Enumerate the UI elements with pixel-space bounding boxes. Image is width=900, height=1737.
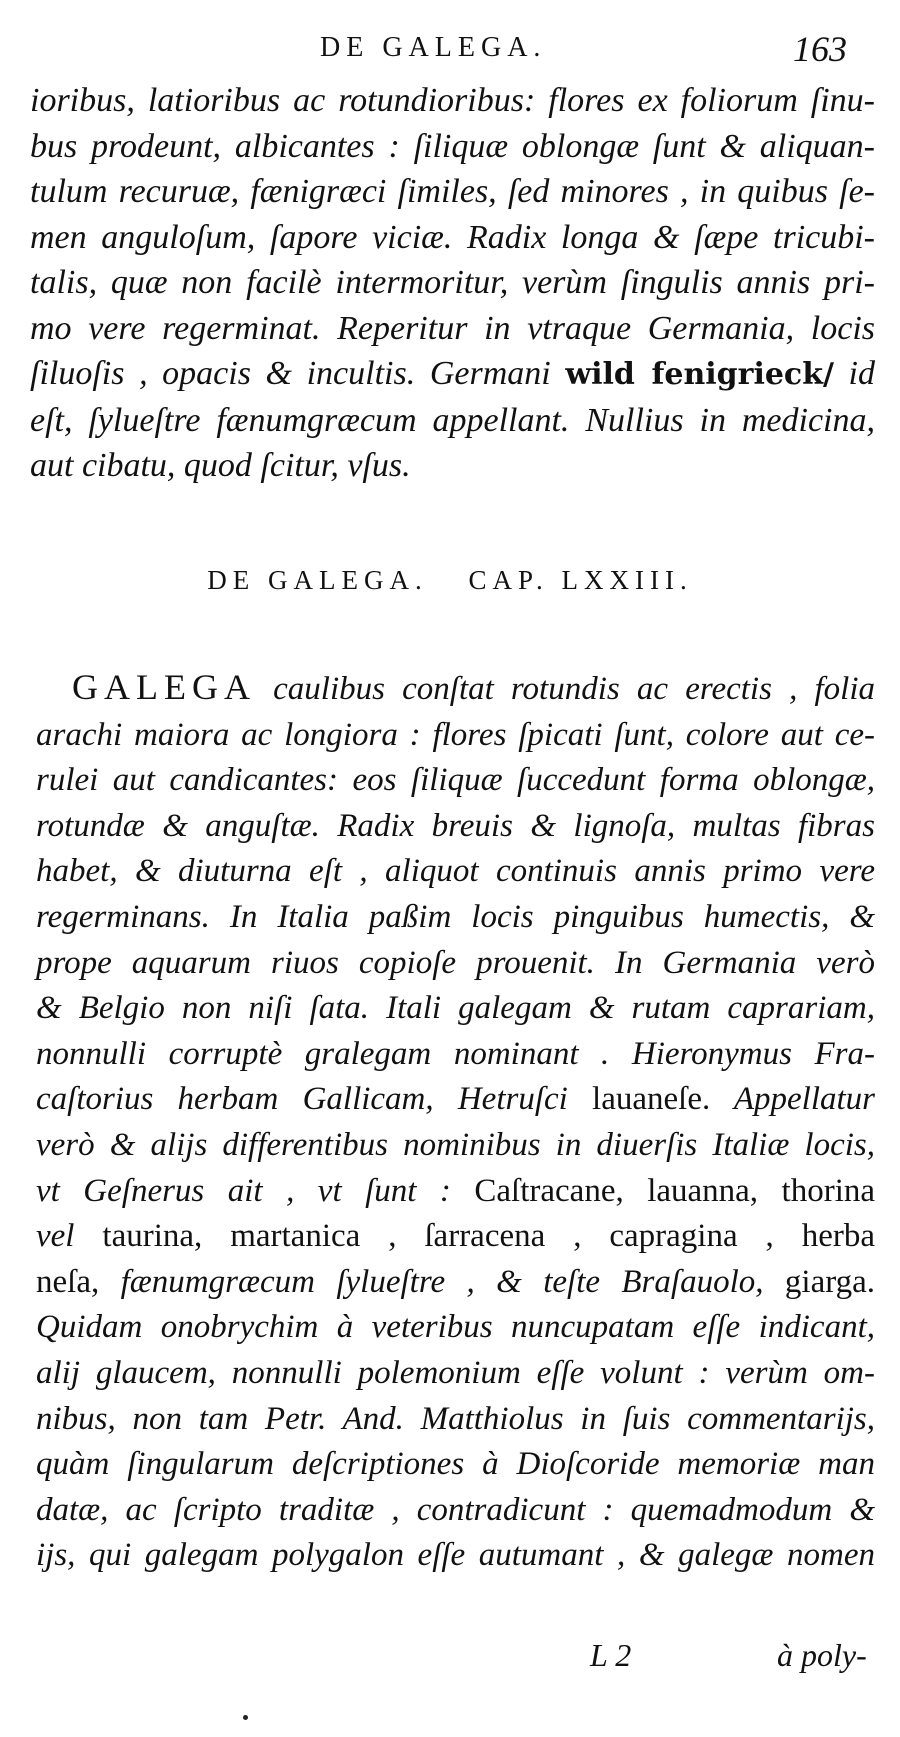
text-line: talis, quæ non facilè intermoritur, verùm ſingulis annis pri-	[30, 264, 875, 301]
text-line-german	[30, 351, 875, 398]
running-head	[0, 28, 900, 68]
text-line	[36, 1214, 875, 1260]
text-line: men anguloſum, ſapore viciæ. Radix longa & ſæpe tricubi-	[30, 218, 875, 256]
text-line: tulum recuruæ, fænigræci ſimiles, ſed minores , in quibus ſe-	[30, 173, 875, 210]
text-segment-roman: Caſtracane, lauanna, thorina	[474, 1172, 876, 1209]
section-1-text	[30, 78, 875, 489]
text-line: nibus, non tam Petr. And. Matthiolus in ſuis commentarijs,	[36, 1400, 875, 1437]
text-line: quàm ſingularum deſcriptiones à Dioſcoride memoriæ man	[36, 1446, 875, 1483]
text-segment-roman: giarga.	[784, 1263, 876, 1300]
text-line: prope aquarum riuos copioſe prouenit. In Germania verò	[36, 944, 875, 981]
text-line	[36, 1260, 875, 1306]
text-segment-roman: taurina, martanica , ſarracena , capragina , herba	[102, 1218, 875, 1255]
text-line: Quidam onobrychim à veteribus nuncupatam eſſe indicant,	[36, 1309, 875, 1346]
text-line: rulei aut candicantes: eos ſiliquæ ſuccedunt forma oblongæ,	[36, 762, 875, 799]
text-line	[36, 1077, 875, 1123]
ink-speck	[243, 1715, 248, 1720]
chapter-heading	[0, 565, 900, 596]
initial-word: GALEGA	[72, 667, 256, 707]
running-title: DE GALEGA.	[320, 32, 547, 63]
text-line: regerminans. In Italia paßim locis pinguibus humectis, &	[36, 898, 875, 935]
catchword: à poly-	[777, 1637, 867, 1673]
section-2-text	[36, 665, 875, 1579]
text-segment: caſtorius herbam Gallicam, Hetruſci	[36, 1081, 568, 1118]
text-line	[36, 1169, 875, 1215]
page-number: 163	[793, 29, 847, 69]
text-segment: Appellatur	[733, 1081, 876, 1118]
text-line: ioribus, latioribus ac rotundioribus: flores ex foliorum ſinu-	[30, 82, 875, 119]
chapter-number: CAP. LXXIII.	[468, 565, 693, 595]
text-line: arachi maiora ac longiora : flores ſpicati ſunt, colore aut ce-	[36, 716, 875, 753]
text-line: mo vere regerminat. Reperitur in vtraque Germania, locis	[30, 309, 875, 347]
text-segment: vt Geſnerus ait , vt ſunt :	[36, 1172, 451, 1209]
text-line: datæ, ac ſcripto traditæ , contradicunt : quemadmodum &	[36, 1491, 875, 1528]
text-line: aut cibatu, quod ſcitur, vſus.	[30, 447, 411, 484]
text-line-first	[36, 665, 875, 713]
text-segment: ſiluoſis , opacis & incultis. Germani	[30, 355, 551, 392]
text-segment: id	[848, 355, 875, 392]
text-line: alij glaucem, nonnulli polemonium eſſe volunt : verùm om-	[36, 1354, 875, 1391]
text-segment: caulibus conſtat rotundis ac erectis , folia	[273, 671, 875, 707]
text-line: eſt, ſylueſtre fænumgræcum appellant. Nullius in medicina,	[30, 401, 875, 439]
german-blackletter-term: wild fenigrieck/	[565, 357, 834, 392]
text-segment-roman: lauaneſe.	[592, 1081, 711, 1118]
signature-mark: L 2	[590, 1637, 632, 1673]
text-segment: fænumgræcum ſylueſtre , & teſte Braſauolo,	[120, 1263, 764, 1300]
text-segment-roman: neſa,	[36, 1263, 100, 1300]
text-segment: vel	[36, 1218, 75, 1255]
text-line: ijs, qui galegam polygalon eſſe autumant , & galegæ nomen	[36, 1537, 875, 1574]
text-line: nonnulli corruptè gralegam nominant . Hieronymus Fra-	[36, 1035, 875, 1072]
text-line: & Belgio non niſi ſata. Itali galegam & rutam caprariam,	[36, 990, 875, 1027]
text-line: rotundæ & anguſtæ. Radix breuis & lignoſa, multas fibras	[36, 807, 875, 844]
chapter-title: DE GALEGA.	[207, 565, 428, 595]
text-line: bus prodeunt, albicantes : ſiliquæ oblongæ ſunt & aliquan-	[30, 127, 875, 165]
text-line: habet, & diuturna eſt , aliquot continuis annis primo vere	[36, 853, 875, 890]
text-line: verò & alijs differentibus nominibus in diuerſis Italiæ locis,	[36, 1126, 875, 1163]
